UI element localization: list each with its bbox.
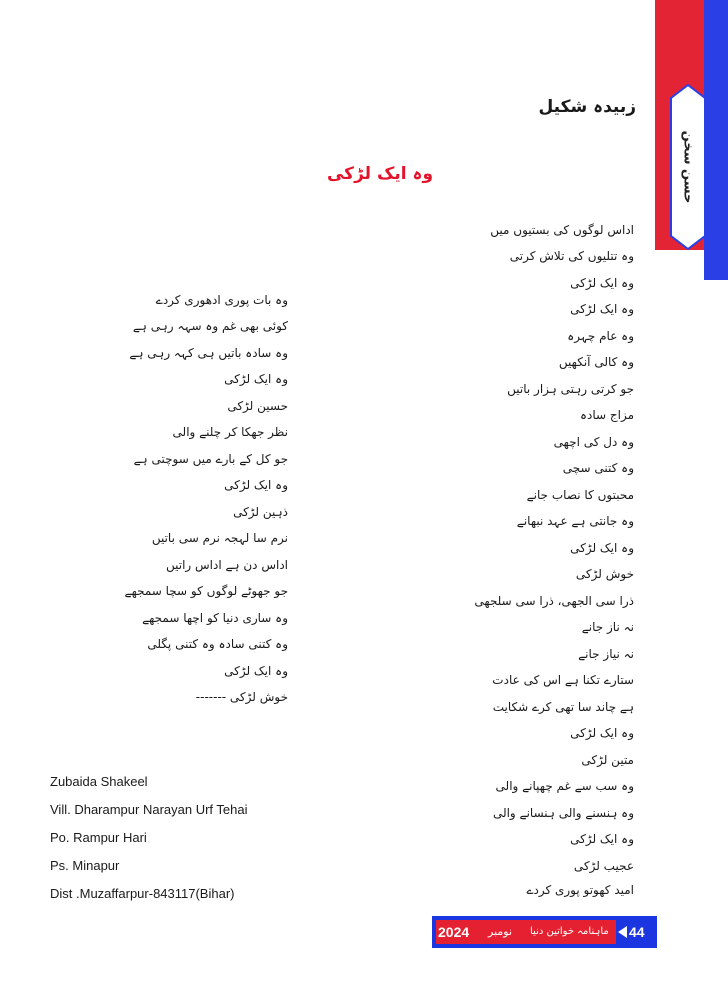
section-label-box xyxy=(670,84,706,250)
verse-line: اداس دن ہے اداس راتیں xyxy=(165,558,288,572)
verse-line: جو جھوٹے لوگوں کو سچا سمجھے xyxy=(124,584,288,598)
verse-line: کوئی بھی غم وہ سہہ رہی ہے xyxy=(132,319,288,333)
verse-line: جو کل کے بارے میں سوچتی ہے xyxy=(133,452,288,466)
address-post-office: Po. Rampur Hari xyxy=(50,830,147,845)
verse-line: ذہین لڑکی xyxy=(233,505,288,519)
verse-line: وہ کالی آنکھیں xyxy=(558,355,634,369)
verse-line: متین لڑکی xyxy=(581,753,634,767)
verse-line: وہ ایک لڑکی xyxy=(570,276,634,290)
page-number: 44 xyxy=(629,924,645,940)
address-village: Vill. Dharampur Narayan Urf Tehai xyxy=(50,802,248,817)
verse-line: مزاج سادہ xyxy=(579,408,634,422)
author-name-urdu: زبیدہ شکیل xyxy=(538,97,636,117)
verse-line: وہ کتنی سچی xyxy=(562,461,634,475)
poem-left-column xyxy=(68,290,288,720)
address-police-station: Ps. Minapur xyxy=(50,858,120,873)
verse-line: وہ ایک لڑکی xyxy=(570,541,634,555)
section-label: حسن سخن xyxy=(680,130,696,204)
verse-line: نہ نیاز جانے xyxy=(578,647,634,661)
verse-line: ہے چاند سا تھی کرے شکایت xyxy=(492,700,634,714)
verse-line: نہ ناز جانے xyxy=(581,620,634,634)
verse-line: وہ ایک لڑکی xyxy=(224,478,288,492)
verse-line: وہ تتلیوں کی تلاش کرتی xyxy=(509,249,634,263)
verse-line: محبتوں کا نصاب جانے xyxy=(526,488,634,502)
verse-line: جو کرتی رہتی ہزار باتیں xyxy=(507,382,634,396)
verse-line: وہ ساری دنیا کو اچھا سمجھے xyxy=(142,611,288,625)
verse-line: حسین لڑکی xyxy=(227,399,288,413)
verse-line: وہ ایک لڑکی xyxy=(224,372,288,386)
verse-line: وہ سب سے غم چھپانے والی xyxy=(495,779,634,793)
verse-line: وہ کتنی سادہ وہ کتنی پگلی xyxy=(147,637,288,651)
verse-line: نرم سا لہجہ نرم سی باتیں xyxy=(151,531,288,545)
arrow-left-icon xyxy=(618,926,627,938)
poem-right-column xyxy=(414,220,634,900)
verse-line: ذرا سی الجھی، ذرا سی سلجھی xyxy=(474,594,634,608)
verse-line: عجیب لڑکی xyxy=(573,859,634,873)
poem-title: وہ ایک لڑکی xyxy=(326,164,434,184)
verse-line: نظر جھکا کر چلنے والی xyxy=(172,425,288,439)
verse-line: ستارے تکنا ہے اس کی عادت xyxy=(492,673,634,687)
verse-line: خوش لڑکی xyxy=(575,567,634,581)
verse-line: وہ جانتی ہے عہد نبھانے xyxy=(516,514,634,528)
verse-line: اداس لوگوں کی بستیوں میں xyxy=(490,223,634,237)
verse-line: وہ دل کی اچھی xyxy=(553,435,634,449)
address-district: Dist .Muzaffarpur-843117(Bihar) xyxy=(50,886,235,901)
verse-line: وہ عام چہرہ xyxy=(567,329,634,343)
verse-line: امید کھوتو پوری کردے xyxy=(526,883,634,897)
verse-line: وہ سادہ باتیں ہی کہہ رہی ہے xyxy=(129,346,288,360)
address-name: Zubaida Shakeel xyxy=(50,774,148,789)
footer-month: نومبر xyxy=(488,925,513,938)
verse-line: وہ بات پوری ادھوری کردے xyxy=(155,293,288,307)
verse-line: خوش لڑکی ------- xyxy=(195,690,288,704)
band-blue xyxy=(704,0,728,280)
footer-magazine-name: ماہنامہ خواتین دنیا xyxy=(530,926,609,937)
verse-line: وہ ایک لڑکی xyxy=(224,664,288,678)
side-color-band xyxy=(655,0,728,280)
footer-year: 2024 xyxy=(438,924,470,940)
verse-line: وہ ہنسنے والی ہنسانے والی xyxy=(492,806,634,820)
verse-line: وہ ایک لڑکی xyxy=(570,726,634,740)
verse-line: وہ ایک لڑکی xyxy=(570,832,634,846)
page-footer xyxy=(432,916,657,948)
verse-line: وہ ایک لڑکی xyxy=(570,302,634,316)
